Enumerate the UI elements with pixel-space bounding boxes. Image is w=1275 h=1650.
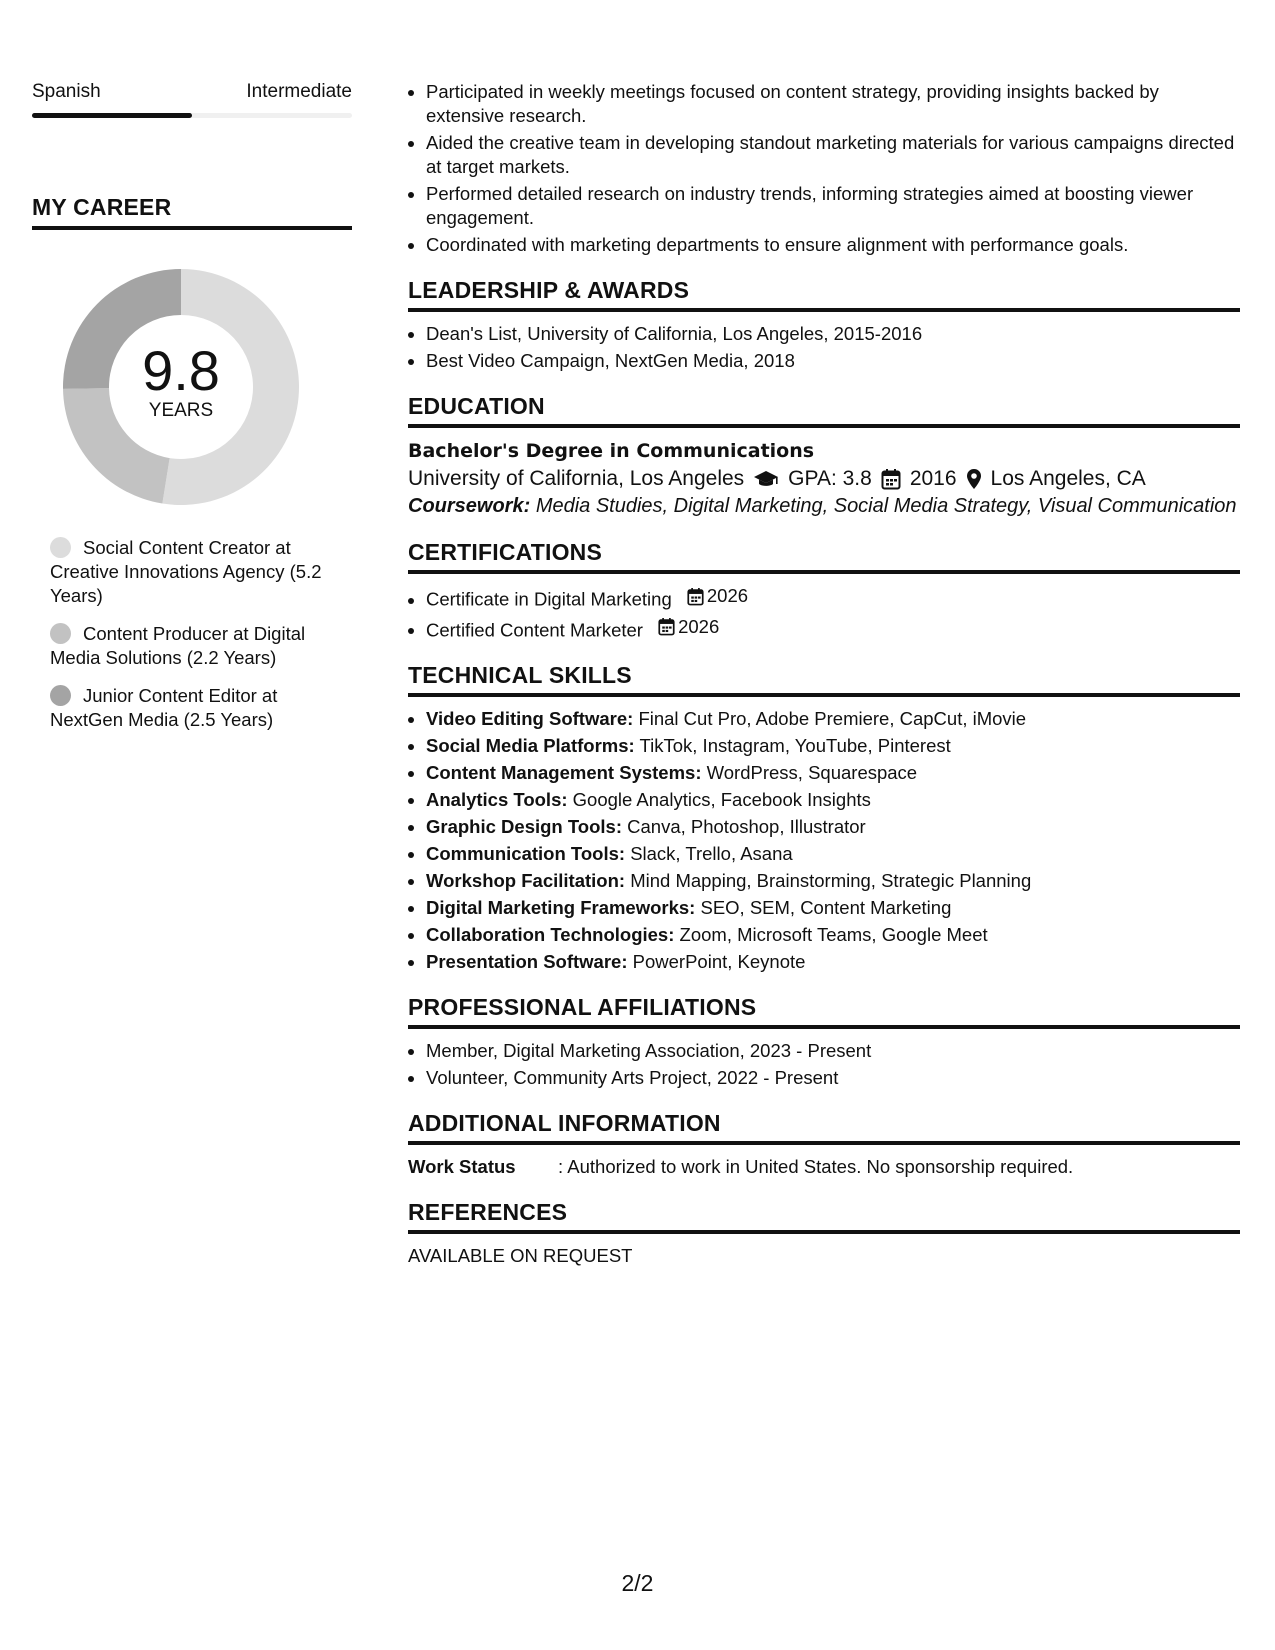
career-legend-item bbox=[50, 622, 352, 670]
career-title: MY CAREER bbox=[32, 194, 352, 230]
legend-dot-icon bbox=[50, 623, 71, 644]
career-legend-label: Junior Content Editor at NextGen Media (2.5 Years) bbox=[50, 685, 278, 730]
education-location: Los Angeles, CA bbox=[990, 467, 1146, 490]
certification-date bbox=[658, 615, 719, 639]
career-legend-item bbox=[50, 536, 352, 608]
language-name: Spanish bbox=[32, 81, 101, 102]
additional-section bbox=[408, 1110, 1240, 1179]
certification-year: 2026 bbox=[678, 615, 720, 637]
skill-value: Google Analytics, Facebook Insights bbox=[572, 789, 871, 810]
skill-label: Collaboration Technologies: bbox=[426, 924, 675, 945]
skill-label: Graphic Design Tools: bbox=[426, 816, 622, 837]
skill-label: Digital Marketing Frameworks: bbox=[426, 897, 696, 918]
skill-item bbox=[426, 923, 1240, 947]
skill-item bbox=[426, 788, 1240, 812]
skill-value: Final Cut Pro, Adobe Premiere, CapCut, iMovie bbox=[638, 708, 1027, 729]
education-title: EDUCATION bbox=[408, 393, 1240, 428]
certification-item bbox=[426, 615, 1240, 643]
location-pin-icon bbox=[966, 468, 982, 490]
education-coursework bbox=[408, 494, 1240, 519]
leadership-title: LEADERSHIP & AWARDS bbox=[408, 277, 1240, 312]
education-year: 2016 bbox=[909, 467, 957, 490]
experience-bullet: • Performed detailed research on industry trends, informing strategies aimed at boosting viewer engagement. bbox=[426, 182, 1240, 230]
skills-list bbox=[408, 707, 1240, 974]
affiliations-title: PROFESSIONAL AFFILIATIONS bbox=[408, 994, 1240, 1029]
skill-label: Workshop Facilitation: bbox=[426, 870, 626, 891]
skill-value: PowerPoint, Keynote bbox=[632, 951, 806, 972]
work-status-value: : Authorized to work in United States. No sponsorship required. bbox=[558, 1156, 1074, 1177]
skills-title: TECHNICAL SKILLS bbox=[408, 662, 1240, 697]
calendar-icon bbox=[881, 468, 901, 490]
certification-date bbox=[687, 584, 748, 608]
skill-label: Video Editing Software: bbox=[426, 708, 634, 729]
right-column bbox=[408, 80, 1240, 1268]
language-proficiency-bar bbox=[32, 113, 352, 118]
affiliations-section bbox=[408, 994, 1240, 1090]
work-status-key: Work Status bbox=[408, 1156, 516, 1177]
left-column bbox=[32, 80, 352, 746]
experience-bullets bbox=[408, 80, 1240, 257]
references-title: REFERENCES bbox=[408, 1199, 1240, 1234]
skill-value: Canva, Photoshop, Illustrator bbox=[627, 816, 866, 837]
education-school: University of California, Los Angeles bbox=[408, 467, 745, 490]
affiliation-item: • Member, Digital Marketing Association, 2023 - Present bbox=[426, 1039, 1240, 1063]
education-degree: Bachelor's Degree in Communications bbox=[408, 440, 815, 462]
skill-item bbox=[426, 950, 1240, 974]
references-text: AVAILABLE ON REQUEST bbox=[408, 1245, 633, 1266]
skill-value: SEO, SEM, Content Marketing bbox=[700, 897, 952, 918]
leadership-list bbox=[408, 322, 1240, 373]
language-row bbox=[32, 80, 352, 104]
skill-value: WordPress, Squarespace bbox=[706, 762, 918, 783]
education-section bbox=[408, 393, 1240, 519]
work-status-row bbox=[408, 1155, 1240, 1179]
donut-center bbox=[56, 262, 306, 512]
career-legend-label: Social Content Creator at Creative Innovations Agency (5.2 Years) bbox=[50, 537, 322, 606]
certifications-list bbox=[408, 584, 1240, 642]
calendar-icon bbox=[658, 617, 675, 636]
leadership-item: • Best Video Campaign, NextGen Media, 2018 bbox=[426, 349, 1240, 373]
coursework-text: Media Studies, Digital Marketing, Social Media Strategy, Visual Communication bbox=[535, 495, 1237, 517]
skill-item bbox=[426, 869, 1240, 893]
skill-value: Mind Mapping, Brainstorming, Strategic Planning bbox=[630, 870, 1032, 891]
experience-bullet: • Participated in weekly meetings focused on content strategy, providing insights backed by extensive research. bbox=[426, 80, 1240, 128]
language-level: Intermediate bbox=[246, 81, 352, 102]
education-meta bbox=[408, 464, 1240, 494]
language-proficiency-fill bbox=[32, 113, 192, 118]
certification-name: Certified Content Marketer bbox=[426, 619, 643, 640]
skill-value: TikTok, Instagram, YouTube, Pinterest bbox=[639, 735, 951, 756]
affiliations-list bbox=[408, 1039, 1240, 1090]
certifications-section bbox=[408, 539, 1240, 642]
career-donut-chart bbox=[56, 262, 306, 512]
legend-dot-icon bbox=[50, 685, 71, 706]
skill-item bbox=[426, 815, 1240, 839]
experience-bullet: • Coordinated with marketing departments to ensure alignment with performance goals. bbox=[426, 233, 1240, 257]
career-legend-label: Content Producer at Digital Media Solutions (2.2 Years) bbox=[50, 623, 306, 668]
certification-year: 2026 bbox=[706, 585, 749, 606]
skill-value: Slack, Trello, Asana bbox=[630, 843, 793, 864]
skill-label: Analytics Tools: bbox=[426, 789, 568, 810]
leadership-section bbox=[408, 277, 1240, 373]
skills-section bbox=[408, 662, 1240, 974]
leadership-item: • Dean's List, University of California, Los Angeles, 2015-2016 bbox=[426, 322, 1240, 346]
page-number: 2/2 bbox=[621, 1570, 654, 1596]
skill-value: Zoom, Microsoft Teams, Google Meet bbox=[679, 924, 988, 945]
experience-bullet: • Aided the creative team in developing standout marketing materials for various campaigns directed at target markets. bbox=[426, 131, 1240, 179]
skill-item bbox=[426, 842, 1240, 866]
skill-label: Presentation Software: bbox=[426, 951, 628, 972]
certification-name: Certificate in Digital Marketing bbox=[426, 588, 672, 610]
career-total-years: 9.8 bbox=[142, 339, 220, 402]
graduation-cap-icon bbox=[753, 469, 779, 489]
affiliation-item: • Volunteer, Community Arts Project, 2022 - Present bbox=[426, 1066, 1240, 1090]
career-legend-item bbox=[50, 684, 352, 732]
skill-item bbox=[426, 707, 1240, 731]
skill-item bbox=[426, 896, 1240, 920]
education-gpa: GPA: 3.8 bbox=[788, 467, 872, 490]
certifications-title: CERTIFICATIONS bbox=[408, 539, 1240, 574]
skill-item bbox=[426, 734, 1240, 758]
references-section bbox=[408, 1199, 1240, 1268]
additional-title: ADDITIONAL INFORMATION bbox=[408, 1110, 1240, 1145]
coursework-label: Coursework: bbox=[408, 495, 531, 517]
skill-label: Social Media Platforms: bbox=[426, 735, 635, 756]
certification-item bbox=[426, 584, 1240, 612]
skill-label: Communication Tools: bbox=[426, 843, 626, 864]
calendar-icon bbox=[687, 587, 704, 606]
legend-dot-icon bbox=[50, 537, 71, 558]
career-total-label: YEARS bbox=[148, 400, 214, 421]
skill-label: Content Management Systems: bbox=[426, 762, 702, 783]
skill-item bbox=[426, 761, 1240, 785]
career-legend bbox=[32, 536, 352, 732]
